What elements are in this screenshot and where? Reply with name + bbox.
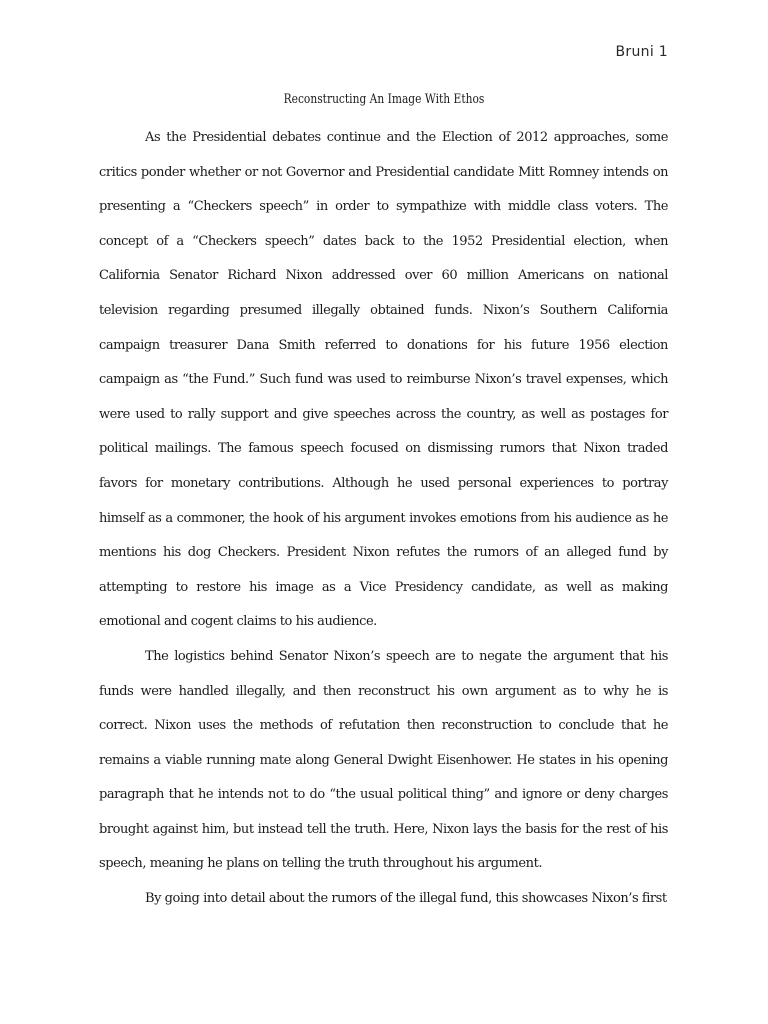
document-title: Reconstructing An Image With Ethos	[283, 92, 485, 107]
running-header: Bruni 1	[615, 44, 668, 60]
body-paragraph: The logistics behind Senator Nixon’s speech are to negate the argument that his funds were handled illegally, and then reconstruct his own argument as to why he is correct. Nixon uses the methods of refutation then reconstruction to conclude that he remains a viable running mate along General Dwight Eisenhower. He states in his opening paragraph that he intends not to do “the usual political thing” and ignore or deny charges brought against him, but instead tell the truth. Here, Nixon lays the basis for the rest of his speech, meaning he plans on telling the truth throughout his argument.	[99, 648, 668, 872]
body-paragraph: As the Presidential debates continue and the Election of 2012 approaches, some critics ponder whether or not Governor and Presidential candidate Mitt Romney intends on presenting a “Checkers speech” in order to sympathize with middle class voters. The concept of a “Checkers speech” dates back to the 1952 Presidential election, when California Senator Richard Nixon addressed over 60 million Americans on national television regarding presumed illegally obtained funds. Nixon’s Southern California campaign treasurer Dana Smith referred to donations for his future 1956 election campaign as “the Fund.” Such fund was used to reimburse Nixon’s travel expenses, which were used to rally support and give speeches across the country, as well as postages for political mailings. The famous speech focused on dismissing rumors that Nixon traded favors for monetary contributions. Although he used personal experiences to portray himself as a commoner, the hook of his argument invokes emotions from his audience as he mentions his dog Checkers. President Nixon refutes the rumors of an alleged fund by attempting to restore his image as a Vice Presidency candidate, as well as making emotional and cogent claims to his audience.	[99, 130, 668, 630]
body-paragraph: By going into detail about the rumors of the illegal fund, this showcases Nixon’s first	[145, 891, 667, 907]
document-body	[99, 121, 668, 917]
